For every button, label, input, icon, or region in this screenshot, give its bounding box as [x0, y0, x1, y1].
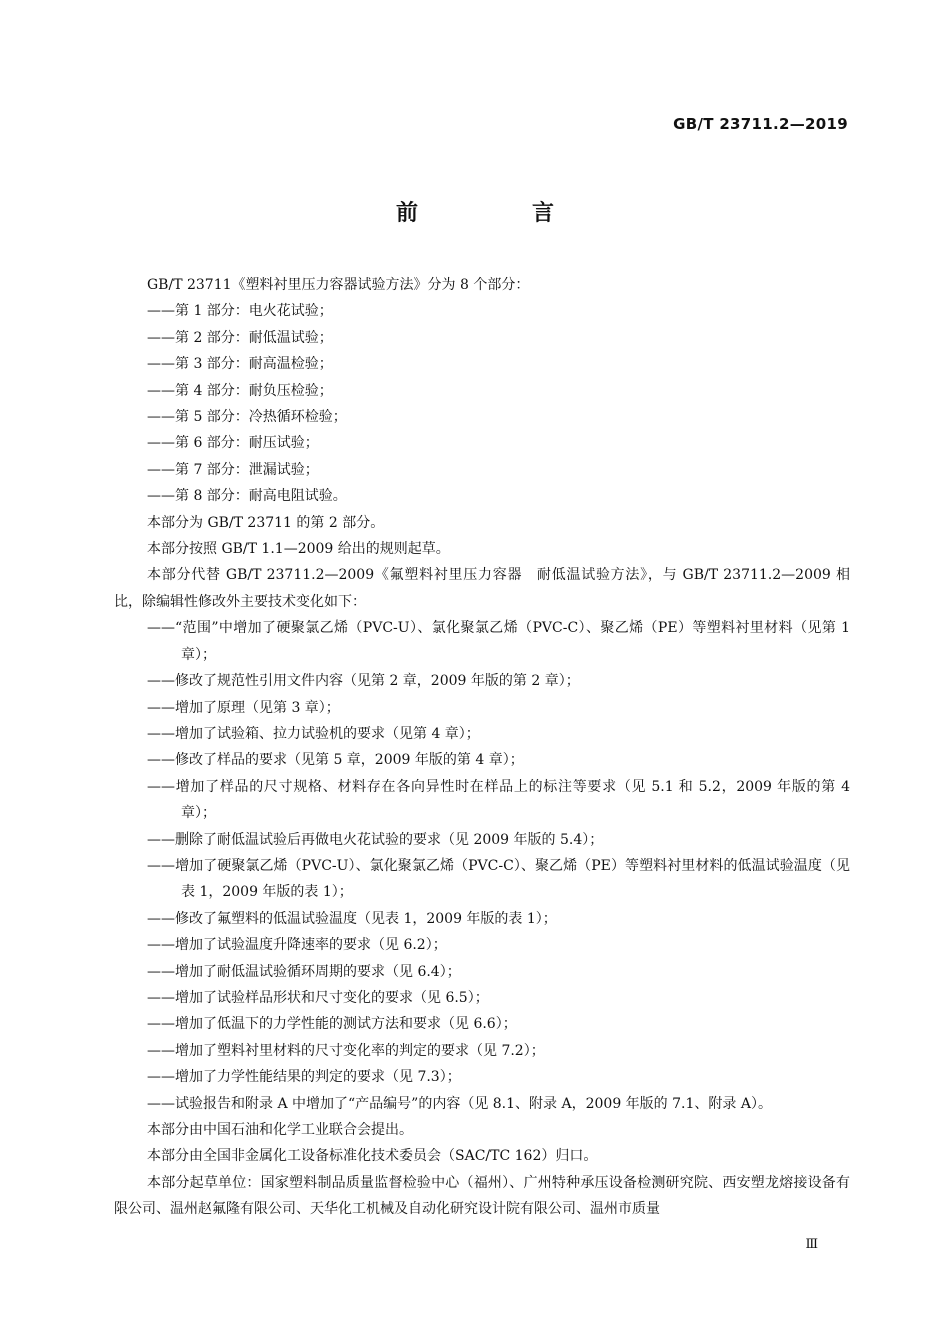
change-list-item: ——试验报告和附录 A 中增加了“产品编号”的内容（见 8.1、附录 A，2009 年版的 7.1、附录 A）。: [147, 1095, 772, 1112]
intro-paragraph: GB/T 23711《塑料衬里压力容器试验方法》分为 8 个部分：: [147, 277, 530, 293]
change-list-item: ——修改了氟塑料的低温试验温度（见表 1，2009 年版的表 1）；: [147, 910, 557, 927]
part-list-item: ——第 5 部分：冷热循环检验；: [147, 409, 347, 426]
change-list-item: ——增加了低温下的力学性能的测试方法和要求（见 6.6）；: [147, 1016, 517, 1033]
proposer-paragraph: 本部分由中国石油和化学工业联合会提出。: [147, 1122, 413, 1138]
change-list-item: ——增加了样品的尺寸规格、材料存在各向异性时在样品上的标注等要求（见 5.1 和 5.2，2009 年版的第 4 章）；: [147, 778, 850, 822]
part-list-item: ——第 4 部分：耐负压检验；: [147, 382, 333, 399]
change-list-item: ——修改了样品的要求（见第 5 章，2009 年版的第 4 章）；: [147, 752, 524, 769]
part-list-item: ——第 6 部分：耐压试验；: [147, 435, 319, 452]
change-list-item: ——增加了塑料衬里材料的尺寸变化率的判定的要求（见 7.2）；: [147, 1042, 545, 1059]
body-paragraph: 本部分为 GB/T 23711 的第 2 部分。: [147, 514, 385, 531]
page-number: Ⅲ: [805, 1237, 818, 1252]
change-list-item: ——增加了硬聚氯乙烯（PVC-U）、氯化聚氯乙烯（PVC-C）、聚乙烯（PE）等塑料衬里材料的低温试验温度（见表 1，2009 年版的表 1）；: [147, 857, 850, 901]
document-body: [114, 272, 850, 1223]
change-list-item: ——增加了试验温度升降速率的要求（见 6.2）；: [147, 937, 447, 954]
change-list-item: ——“范围”中增加了硬聚氯乙烯（PVC-U）、氯化聚氯乙烯（PVC-C）、聚乙烯（PE）等塑料衬里材料（见第 1 章）；: [147, 620, 850, 663]
change-list-item: ——增加了试验样品形状和尺寸变化的要求（见 6.5）；: [147, 989, 489, 1006]
committee-paragraph: 本部分由全国非金属化工设备标准化技术委员会（SAC/TC 162）归口。: [147, 1148, 598, 1165]
change-list-item: ——增加了试验箱、拉力试验机的要求（见第 4 章）；: [147, 725, 480, 742]
standard-code: GB/T 23711.2—2019: [673, 115, 848, 133]
body-paragraph: 本部分按照 GB/T 1.1—2009 给出的规则起草。: [147, 541, 450, 558]
change-list-item: ——删除了耐低温试验后再做电火花试验的要求（见 2009 年版的 5.4）；: [147, 831, 604, 848]
change-list-item: ——增加了原理（见第 3 章）；: [147, 699, 340, 716]
part-list-item: ——第 1 部分：电火花试验；: [147, 303, 333, 320]
change-list-item: ——增加了力学性能结果的判定的要求（见 7.3）；: [147, 1069, 461, 1086]
part-list-item: ——第 3 部分：耐高温检验；: [147, 356, 333, 373]
change-list-item: ——增加了耐低温试验循环周期的要求（见 6.4）；: [147, 963, 461, 980]
drafting-units-paragraph: 本部分起草单位：国家塑料制品质量监督检验中心（福州）、广州特种承压设备检测研究院、西安塑龙熔接设备有限公司、温州赵氟隆有限公司、天华化工机械及自动化研究设计院有限公司、温州市质量: [114, 1174, 850, 1218]
part-list-item: ——第 8 部分：耐高电阻试验。: [147, 488, 347, 505]
part-list-item: ——第 2 部分：耐低温试验；: [147, 329, 333, 346]
part-list-item: ——第 7 部分：泄漏试验；: [147, 461, 319, 478]
page-title: 前 言: [395, 201, 600, 226]
change-list-item: ——修改了规范性引用文件内容（见第 2 章，2009 年版的第 2 章）；: [147, 673, 580, 690]
replacement-paragraph: 本部分代替 GB/T 23711.2—2009《氟塑料衬里压力容器 耐低温试验方法》，与 GB/T 23711.2—2009 相比，除编辑性修改外主要技术变化如下：: [114, 567, 850, 610]
